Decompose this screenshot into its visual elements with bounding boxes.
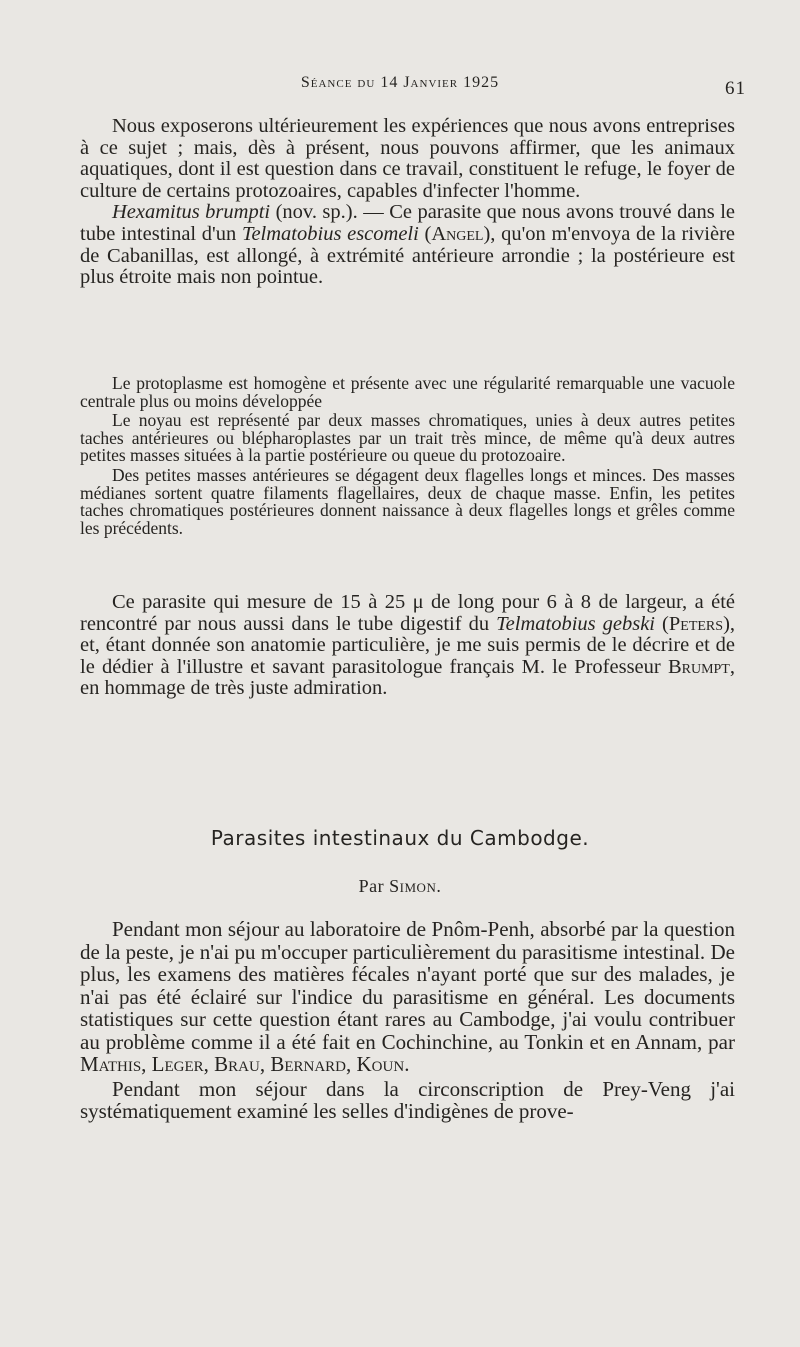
- paragraph-prey-veng: Pendant mon séjour dans la circonscription de Prey-Veng j'ai systématiquement examiné les selles d'indigènes de prove-: [80, 1076, 735, 1123]
- byline-prefix: Par: [358, 876, 390, 896]
- paragraph-text: (nov. sp.). — Ce parasite que nous avons trouvé dans le tube intestinal d'un: [80, 201, 735, 245]
- professor-name: Brumpt: [667, 655, 730, 678]
- paragraph-text: ), qu'on m'envoya de la rivière de Cabanillas, est allongé, à extrémité antérieure arrondie ; la postérieure est plus étroite mais non pointue.: [80, 222, 735, 289]
- species-name: Hexamitus brumpti: [112, 201, 271, 224]
- description-flagella: Des petites masses antérieures se dégagent deux flagelles longs et minces. Des masses médianes sortent quatre filaments flagellaires, deux de chaque masse. Enfin, les petites taches chromatiques postérieures donnent naissance à deux flagelles longs et grêles comme les précédents.: [80, 464, 735, 538]
- paragraph-block-cambodge: [80, 918, 735, 1123]
- paragraph-text: Ce parasite qui mesure de 15 à 25 μ de long pour 6 à 8 de largeur, a été rencontré par nous aussi dans le tube digestif du: [80, 591, 735, 635]
- byline-author: Simon: [389, 876, 437, 896]
- paragraph-dedication: Ce parasite qui mesure de 15 à 25 μ de long pour 6 à 8 de largeur, a été rencontré par nous aussi dans le tube digestif du Telmatobius gebski (Peters), et, étant donnée son anatomie particulière, je me suis permis de le décrire et de le dédier à l'illustre et savant parasitologue français M. le Professeur Brumpt, en hommage de très juste admiration.: [80, 591, 736, 700]
- paragraph-block-dedication: [80, 592, 735, 700]
- article-byline: Par Simon.: [358, 876, 442, 896]
- paragraph-text: .: [404, 1052, 410, 1076]
- description-block: [80, 375, 735, 537]
- article-title: Parasites intestinaux du Cambodge.: [210, 826, 590, 850]
- species-author: Angel: [431, 222, 484, 245]
- description-nucleus: Le noyau est représenté par deux masses chromatiques, unies à deux autres petites taches antérieures ou blépharoplastes par un trait très mince, de même qu'à deux autres petites masses situées à la partie postérieure ou queue du protozoaire.: [80, 410, 735, 466]
- host-species-name: Telmatobius gebski: [496, 612, 656, 635]
- paragraph-conclusion: Nous exposerons ultérieurement les expériences que nous avons entreprises à ce sujet ; mais, dès à présent, nous pouvons affirmer, que les animaux aquatiques, dont il est question dans ce travail, constituent le refuge, le foyer de culture de certains protozoaires, capables d'infecter l'homme.: [80, 115, 735, 202]
- paragraph-text: ), et, étant donnée son anatomie particulière, je me suis permis de le décrire et de le dédier à l'illustre et savant parasitologue français M. le Professeur: [80, 612, 736, 678]
- paragraph-hexamitus: Hexamitus brumpti (nov. sp.). — Ce parasite que nous avons trouvé dans le tube intestinal d'un Telmatobius escomeli (Angel), qu'on m'envoya de la rivière de Cabanillas, est allongé, à extrémité antérieure arrondie ; la postérieure est plus étroite mais non pointue.: [80, 201, 735, 289]
- description-protoplasm: Le protoplasme est homogène et présente avec une régularité remarquable une vacuole centrale plus ou moins développée: [80, 373, 735, 411]
- paragraph-text: Pendant mon séjour au laboratoire de Pnôm-Penh, absorbé par la question de la peste, je n'ai pu m'occuper particulièrement du parasitisme intestinal. De plus, les examens des matières fécales n'ayant porté que sur des malades, je n'ai pas été éclairé sur l'indice du parasitisme en général. Les documents statistiques sur cette question étant rares au Cambodge, j'ai voulu contribuer au problème comme il a été fait en Cochinchine, au Tonkin et en Annam, par: [80, 917, 735, 1054]
- species-author: Peters: [668, 612, 724, 635]
- host-species-name: Telmatobius escomeli: [241, 222, 419, 245]
- paragraph-text: , en hommage de très juste admiration.: [80, 655, 735, 700]
- page-header: [0, 70, 800, 100]
- paragraph-intro: [80, 918, 735, 1076]
- cited-authors: Mathis, Leger, Brau, Bernard, Koun: [80, 1052, 405, 1076]
- page-number: 61: [725, 78, 746, 99]
- running-title: Séance du 14 Janvier 1925: [300, 74, 500, 91]
- paragraph-block-1: [80, 116, 735, 289]
